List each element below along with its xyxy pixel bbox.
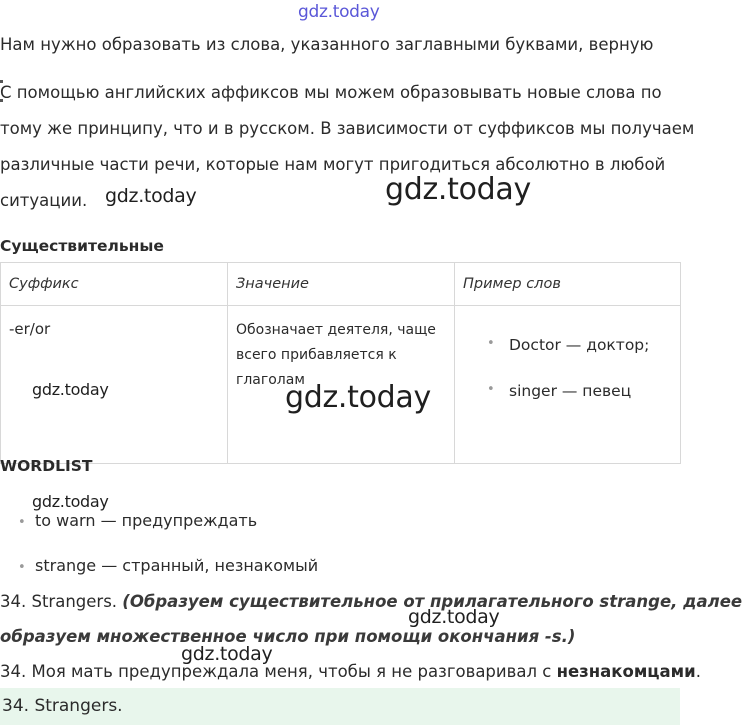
bullet-icon: • xyxy=(18,515,26,530)
explanation-line-1 xyxy=(0,592,742,611)
meaning-line: глаголам xyxy=(236,372,305,388)
intro-line-4: различные части речи, которые нам могут пригодиться абсолютно в любой xyxy=(0,155,666,174)
explanation-italic: (Образуем существительное от прилагательного strange, далее xyxy=(122,592,742,611)
wordlist-item: • to warn — предупреждать xyxy=(18,511,258,530)
suffix-table xyxy=(0,262,681,464)
table-header-suffix: Суффикс xyxy=(1,263,228,306)
watermark: gdz.today xyxy=(285,380,431,415)
intro-line-5: ситуации. xyxy=(0,191,88,210)
meaning-line: всего прибавляется к xyxy=(236,347,397,363)
watermark: gdz.today xyxy=(32,492,109,511)
explanation-prefix: 34. Strangers. xyxy=(0,592,118,611)
watermark: gdz.today xyxy=(32,380,109,399)
list-item: • singer — певец xyxy=(473,382,672,428)
wordlist-item: • strange — странный, незнакомый xyxy=(18,556,319,575)
bullet-icon: • xyxy=(18,560,26,575)
wordlist-heading: WORDLIST xyxy=(0,457,93,475)
answer-text: 34. Strangers. xyxy=(2,696,123,716)
suffix-value: -er/or xyxy=(9,320,51,338)
answer-box xyxy=(0,688,680,725)
clipped-text-line xyxy=(0,68,250,74)
watermark: gdz.today xyxy=(408,606,500,628)
table-header-meaning: Значение xyxy=(228,263,455,306)
intro-line-3: тому же принципу, что и в русском. В зависимости от суффиксов мы получаем xyxy=(0,119,695,138)
answer-word: незнакомцами xyxy=(556,662,696,681)
watermark-top: gdz.today xyxy=(298,2,380,22)
table-header-row xyxy=(1,263,681,306)
nouns-heading: Существительные xyxy=(0,237,164,255)
list-item: • Doctor — доктор; xyxy=(473,336,672,382)
watermark: gdz.today xyxy=(181,643,273,665)
intro-line-2: С помощью английских аффиксов мы можем образовывать новые слова по xyxy=(0,83,662,102)
meaning-line: Обозначает деятеля, чаще xyxy=(236,322,436,338)
explanation-line-2 xyxy=(0,627,575,646)
table-header-examples: Пример слов xyxy=(455,263,681,306)
watermark: gdz.today xyxy=(385,172,531,207)
intro-line-1: Нам нужно образовать из слова, указанного заглавными буквами, верную xyxy=(0,35,654,54)
cell-examples xyxy=(455,306,681,464)
examples-list xyxy=(463,336,672,428)
explanation-italic: образуем множественное число при помощи окончания -s.) xyxy=(0,627,576,646)
watermark: gdz.today xyxy=(105,185,197,207)
translation-sentence: 34. Моя мать предупреждала меня, чтобы я не разговаривал с незнакомцами. xyxy=(0,662,701,681)
